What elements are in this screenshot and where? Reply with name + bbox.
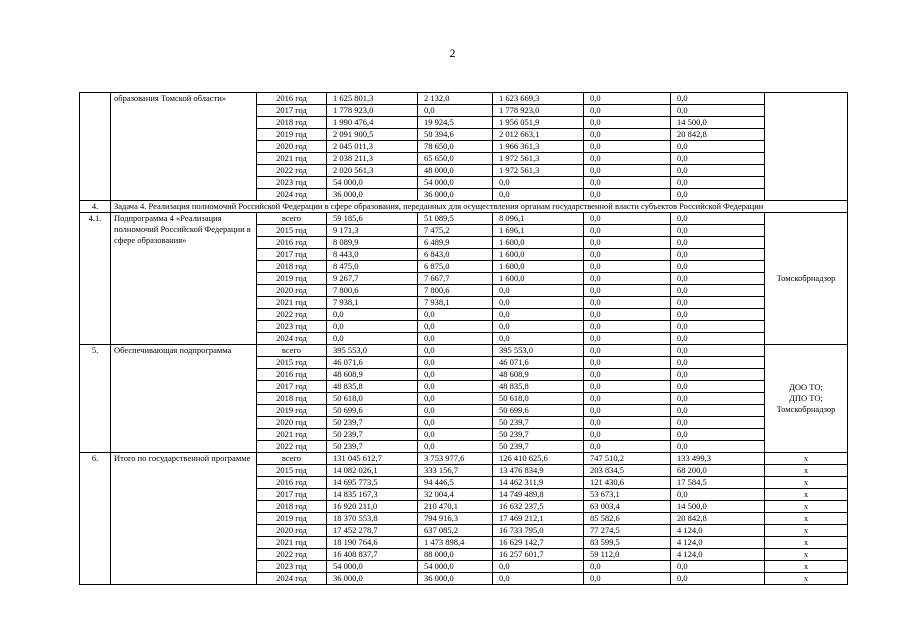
cell-federal: 0,0 [418,105,493,117]
cell-regional: 2 012 663,1 [493,129,584,141]
cell-year: 2023 год [257,561,327,573]
cell-extrabudget: 20 842,8 [671,129,765,141]
cell-local: 0,0 [584,405,671,417]
cell-federal: 58 394,6 [418,129,493,141]
cell-year: 2016 год [257,477,327,489]
cell-regional: 126 410 625,6 [493,453,584,465]
row-name: Итого по государственной программе [111,453,257,585]
cell-responsible: x [765,489,848,501]
cell-total: 54 000,0 [327,561,418,573]
cell-year: всего [257,213,327,225]
cell-regional: 50 699,6 [493,405,584,417]
cell-year: всего [257,345,327,357]
table-body [80,93,848,585]
cell-regional: 395 553,0 [493,345,584,357]
cell-federal: 32 004,4 [418,489,493,501]
cell-total: 48 608,9 [327,369,418,381]
cell-total: 0,0 [327,309,418,321]
cell-extrabudget: 4 124,0 [671,537,765,549]
cell-extrabudget: 4 124,0 [671,525,765,537]
cell-total: 8 443,0 [327,249,418,261]
cell-federal: 0,0 [418,405,493,417]
cell-year: 2015 год [257,225,327,237]
cell-local: 121 430,6 [584,477,671,489]
cell-federal: 0,0 [418,345,493,357]
cell-year: 2020 год [257,417,327,429]
cell-extrabudget: 0,0 [671,297,765,309]
cell-extrabudget: 0,0 [671,381,765,393]
cell-local: 0,0 [584,381,671,393]
cell-total: 1 625 801,3 [327,93,418,105]
cell-year: 2020 год [257,141,327,153]
cell-local: 0,0 [584,129,671,141]
cell-federal: 7 800,6 [418,285,493,297]
cell-local: 77 274,5 [584,525,671,537]
cell-local: 0,0 [584,309,671,321]
row-name: Обеспечивающая подпрограмма [111,345,257,453]
cell-extrabudget: 0,0 [671,249,765,261]
cell-responsible: x [765,573,848,585]
cell-extrabudget: 0,0 [671,141,765,153]
cell-federal: 7 938,1 [418,297,493,309]
cell-total: 2 045 011,3 [327,141,418,153]
cell-extrabudget: 0,0 [671,273,765,285]
cell-regional: 1 778 923,0 [493,105,584,117]
cell-local: 0,0 [584,285,671,297]
cell-regional: 1 600,0 [493,237,584,249]
cell-year: 2021 год [257,429,327,441]
cell-year: 2020 год [257,525,327,537]
cell-federal: 7 475,2 [418,225,493,237]
cell-year: 2021 год [257,537,327,549]
cell-regional: 0,0 [493,321,584,333]
cell-regional: 48 608,9 [493,369,584,381]
cell-responsible: x [765,465,848,477]
cell-total: 14 695 773,5 [327,477,418,489]
cell-federal: 54 000,0 [418,177,493,189]
cell-year: 2021 год [257,153,327,165]
cell-extrabudget: 0,0 [671,441,765,453]
cell-extrabudget: 20 842,8 [671,513,765,525]
cell-year: 2017 год [257,105,327,117]
cell-regional: 1 600,0 [493,249,584,261]
cell-total: 46 071,6 [327,357,418,369]
cell-year: всего [257,453,327,465]
cell-local: 0,0 [584,573,671,585]
cell-local: 747 510,2 [584,453,671,465]
cell-regional: 1 600,0 [493,261,584,273]
cell-year: 2015 год [257,357,327,369]
cell-year: 2015 год [257,465,327,477]
cell-local: 0,0 [584,225,671,237]
cell-regional: 50 239,7 [493,429,584,441]
cell-year: 2018 год [257,501,327,513]
cell-total: 36 000,0 [327,573,418,585]
cell-federal: 637 085,2 [418,525,493,537]
cell-local: 0,0 [584,237,671,249]
cell-extrabudget: 0,0 [671,369,765,381]
cell-year: 2022 год [257,165,327,177]
table-row [80,345,848,357]
cell-responsible [765,345,848,453]
cell-regional: 48 835,8 [493,381,584,393]
cell-total: 50 618,0 [327,393,418,405]
cell-total: 16 920 211,0 [327,501,418,513]
cell-local: 0,0 [584,441,671,453]
cell-federal: 51 089,5 [418,213,493,225]
cell-federal: 794 916,3 [418,513,493,525]
cell-local: 0,0 [584,333,671,345]
cell-federal: 3 753 977,6 [418,453,493,465]
cell-federal: 0,0 [418,417,493,429]
row-name: образования Томской области» [111,93,257,201]
cell-responsible: x [765,525,848,537]
cell-year: 2016 год [257,369,327,381]
cell-federal: 94 446,5 [418,477,493,489]
cell-year: 2016 год [257,93,327,105]
row-number: 5. [80,345,111,453]
cell-responsible: x [765,453,848,465]
cell-local: 0,0 [584,357,671,369]
cell-federal: 6 489,9 [418,237,493,249]
cell-local: 0,0 [584,189,671,201]
cell-regional: 16 632 237,5 [493,501,584,513]
cell-federal: 36 000,0 [418,189,493,201]
cell-total: 14 082 026,1 [327,465,418,477]
cell-responsible: x [765,561,848,573]
cell-local: 0,0 [584,117,671,129]
cell-total: 0,0 [327,321,418,333]
cell-federal: 0,0 [418,381,493,393]
cell-extrabudget: 0,0 [671,405,765,417]
responsible-line: Томскобрнадзор [776,404,836,414]
cell-regional: 1 972 561,3 [493,165,584,177]
cell-total: 8 475,0 [327,261,418,273]
task-text: Задача 4. Реализация полномочий Российской Федерации в сфере образования, переданных для осуществления органам государственной власти субъектов Российской Федерации [111,201,848,213]
cell-extrabudget: 4 124,0 [671,549,765,561]
cell-total: 50 239,7 [327,429,418,441]
cell-local: 0,0 [584,165,671,177]
cell-total: 36 000,0 [327,189,418,201]
cell-regional: 0,0 [493,297,584,309]
cell-regional: 1 623 669,3 [493,93,584,105]
cell-total: 54 000,0 [327,177,418,189]
cell-year: 2018 год [257,117,327,129]
responsible-line: ДОО ТО; [789,382,823,392]
cell-local: 203 834,5 [584,465,671,477]
cell-extrabudget: 0,0 [671,189,765,201]
cell-federal: 0,0 [418,309,493,321]
responsible-line: ДПО ТО; [789,393,823,403]
cell-extrabudget: 0,0 [671,105,765,117]
cell-extrabudget: 14 500,0 [671,117,765,129]
cell-local: 0,0 [584,345,671,357]
cell-federal: 0,0 [418,357,493,369]
cell-regional: 1 696,1 [493,225,584,237]
cell-extrabudget: 0,0 [671,429,765,441]
cell-extrabudget: 133 499,3 [671,453,765,465]
cell-federal: 48 000,0 [418,165,493,177]
row-number: 6. [80,453,111,585]
cell-federal: 0,0 [418,321,493,333]
cell-extrabudget: 0,0 [671,225,765,237]
cell-year: 2017 год [257,249,327,261]
cell-local: 83 599,5 [584,537,671,549]
cell-total: 131 045 612,7 [327,453,418,465]
cell-federal: 54 000,0 [418,561,493,573]
row-number: 4.1. [80,213,111,345]
cell-federal: 78 650,0 [418,141,493,153]
cell-regional: 50 618,0 [493,393,584,405]
cell-year: 2020 год [257,285,327,297]
cell-extrabudget: 0,0 [671,309,765,321]
cell-extrabudget: 0,0 [671,321,765,333]
cell-total: 395 553,0 [327,345,418,357]
task-row [80,201,848,213]
cell-extrabudget: 68 200,0 [671,465,765,477]
cell-regional: 0,0 [493,561,584,573]
cell-regional: 0,0 [493,189,584,201]
cell-total: 9 267,7 [327,273,418,285]
cell-regional: 0,0 [493,177,584,189]
cell-total: 18 190 764,6 [327,537,418,549]
cell-local: 0,0 [584,93,671,105]
cell-responsible: Томскобрнадзор [765,213,848,345]
cell-responsible: x [765,501,848,513]
cell-total: 1 778 923,0 [327,105,418,117]
cell-extrabudget: 0,0 [671,573,765,585]
cell-extrabudget: 0,0 [671,417,765,429]
cell-extrabudget: 0,0 [671,357,765,369]
cell-local: 0,0 [584,561,671,573]
cell-responsible: x [765,477,848,489]
cell-regional: 14 462 311,9 [493,477,584,489]
cell-federal: 2 132,0 [418,93,493,105]
cell-regional: 14 749 489,8 [493,489,584,501]
cell-responsible: x [765,513,848,525]
cell-regional: 16 629 142,7 [493,537,584,549]
cell-extrabudget: 0,0 [671,261,765,273]
cell-total: 48 835,8 [327,381,418,393]
cell-total: 7 938,1 [327,297,418,309]
cell-federal: 0,0 [418,369,493,381]
cell-year: 2019 год [257,405,327,417]
cell-local: 0,0 [584,369,671,381]
cell-extrabudget: 0,0 [671,237,765,249]
row-name: Подпрограмма 4 «Реализация полномочий Российской Федерации в сфере образования» [111,213,257,345]
cell-local: 0,0 [584,393,671,405]
cell-federal: 0,0 [418,429,493,441]
cell-year: 2019 год [257,513,327,525]
cell-extrabudget: 0,0 [671,213,765,225]
cell-total: 1 990 476,4 [327,117,418,129]
financing-table [79,92,848,585]
cell-federal: 65 650,0 [418,153,493,165]
cell-regional: 17 469 212,1 [493,513,584,525]
cell-year: 2019 год [257,273,327,285]
cell-regional: 0,0 [493,285,584,297]
cell-local: 0,0 [584,429,671,441]
cell-federal: 88 000,0 [418,549,493,561]
cell-extrabudget: 0,0 [671,561,765,573]
cell-local: 63 003,4 [584,501,671,513]
cell-extrabudget: 0,0 [671,165,765,177]
cell-extrabudget: 0,0 [671,93,765,105]
cell-federal: 1 473 898,4 [418,537,493,549]
cell-total: 59 185,6 [327,213,418,225]
cell-total: 50 239,7 [327,441,418,453]
cell-total: 50 239,7 [327,417,418,429]
cell-extrabudget: 17 584,5 [671,477,765,489]
cell-year: 2021 год [257,297,327,309]
cell-local: 53 673,1 [584,489,671,501]
cell-federal: 0,0 [418,393,493,405]
table-row [80,93,848,105]
cell-regional: 46 071,6 [493,357,584,369]
cell-responsible [765,93,848,201]
cell-local: 0,0 [584,213,671,225]
cell-extrabudget: 0,0 [671,285,765,297]
cell-local: 0,0 [584,273,671,285]
cell-total: 0,0 [327,333,418,345]
cell-total: 50 699,6 [327,405,418,417]
cell-local: 0,0 [584,249,671,261]
cell-total: 7 800,6 [327,285,418,297]
cell-total: 2 020 561,3 [327,165,418,177]
cell-total: 16 408 837,7 [327,549,418,561]
cell-year: 2018 год [257,393,327,405]
cell-local: 0,0 [584,177,671,189]
cell-local: 0,0 [584,153,671,165]
row-number: 4. [80,201,111,213]
cell-extrabudget: 0,0 [671,177,765,189]
cell-total: 9 171,3 [327,225,418,237]
page-number: 2 [449,46,456,60]
cell-year: 2023 год [257,321,327,333]
cell-year: 2018 год [257,261,327,273]
cell-regional: 1 972 561,3 [493,153,584,165]
table-row [80,213,848,225]
cell-year: 2017 год [257,381,327,393]
cell-federal: 6 875,0 [418,261,493,273]
cell-federal: 0,0 [418,441,493,453]
cell-total: 17 452 278,7 [327,525,418,537]
cell-local: 85 582,6 [584,513,671,525]
cell-local: 0,0 [584,141,671,153]
cell-federal: 7 667,7 [418,273,493,285]
cell-regional: 1 600,0 [493,273,584,285]
cell-total: 14 835 167,3 [327,489,418,501]
cell-regional: 50 239,7 [493,441,584,453]
cell-year: 2024 год [257,333,327,345]
cell-extrabudget: 14 500,0 [671,501,765,513]
cell-year: 2024 год [257,189,327,201]
cell-federal: 333 156,7 [418,465,493,477]
cell-local: 0,0 [584,105,671,117]
cell-total: 2 038 211,3 [327,153,418,165]
cell-local: 0,0 [584,297,671,309]
cell-year: 2016 год [257,237,327,249]
cell-extrabudget: 0,0 [671,333,765,345]
cell-responsible: x [765,537,848,549]
cell-year: 2017 год [257,489,327,501]
table-row [80,453,848,465]
cell-regional: 13 476 834,9 [493,465,584,477]
cell-extrabudget: 0,0 [671,345,765,357]
cell-extrabudget: 0,0 [671,153,765,165]
cell-year: 2022 год [257,441,327,453]
cell-year: 2022 год [257,549,327,561]
cell-regional: 1 956 051,9 [493,117,584,129]
cell-extrabudget: 0,0 [671,393,765,405]
cell-regional: 1 966 361,3 [493,141,584,153]
cell-local: 59 112,0 [584,549,671,561]
cell-federal: 19 924,5 [418,117,493,129]
cell-regional: 0,0 [493,333,584,345]
cell-year: 2022 год [257,309,327,321]
cell-regional: 50 239,7 [493,417,584,429]
cell-regional: 8 096,1 [493,213,584,225]
cell-regional: 16 257 601,7 [493,549,584,561]
cell-regional: 0,0 [493,573,584,585]
cell-regional: 16 733 795,0 [493,525,584,537]
cell-responsible: x [765,549,848,561]
cell-federal: 210 470,1 [418,501,493,513]
cell-total: 8 089,9 [327,237,418,249]
cell-federal: 36 000,0 [418,573,493,585]
cell-local: 0,0 [584,261,671,273]
cell-year: 2023 год [257,177,327,189]
cell-extrabudget: 0,0 [671,489,765,501]
cell-federal: 0,0 [418,333,493,345]
cell-local: 0,0 [584,321,671,333]
cell-local: 0,0 [584,417,671,429]
cell-year: 2024 год [257,573,327,585]
cell-total: 2 091 900,5 [327,129,418,141]
cell-regional: 0,0 [493,309,584,321]
cell-year: 2019 год [257,129,327,141]
cell-total: 18 370 553,8 [327,513,418,525]
row-number [80,93,111,201]
cell-federal: 6 843,0 [418,249,493,261]
